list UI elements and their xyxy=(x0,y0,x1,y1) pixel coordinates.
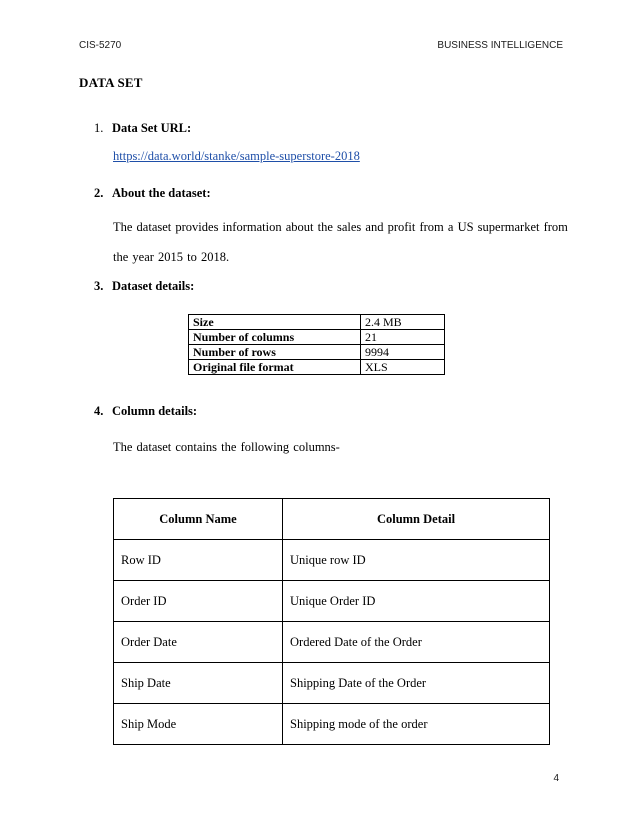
column-name-cell: Ship Mode xyxy=(114,704,283,745)
table-row xyxy=(189,360,445,375)
column-name-cell: Order Date xyxy=(114,622,283,663)
column-details-table xyxy=(113,498,550,745)
table-header-row xyxy=(114,499,550,540)
table-row xyxy=(189,315,445,330)
page-title: DATA SET xyxy=(79,75,143,90)
column-detail-cell: Unique Order ID xyxy=(283,581,550,622)
section-title: About the dataset: xyxy=(112,186,211,200)
dataset-url-link[interactable]: https://data.world/stanke/sample-superstore-2018 xyxy=(113,149,360,163)
details-value: 2.4 MB xyxy=(361,315,445,330)
section-title: Column details: xyxy=(112,404,198,418)
details-key: Number of rows xyxy=(189,345,361,360)
column-detail-cell: Shipping mode of the order xyxy=(283,704,550,745)
page-number: 4 xyxy=(553,773,559,784)
section-title: Data Set URL: xyxy=(112,121,192,135)
details-key: Number of columns xyxy=(189,330,361,345)
column-header-detail: Column Detail xyxy=(283,499,550,540)
column-detail-cell: Ordered Date of the Order xyxy=(283,622,550,663)
details-value: 9994 xyxy=(361,345,445,360)
details-key: Original file format xyxy=(189,360,361,375)
details-key: Size xyxy=(189,315,361,330)
section-heading-url xyxy=(94,121,191,136)
table-row xyxy=(189,330,445,345)
table-row xyxy=(114,622,550,663)
column-name-cell: Ship Date xyxy=(114,663,283,704)
table-row xyxy=(189,345,445,360)
header-subject: BUSINESS INTELLIGENCE xyxy=(437,40,563,51)
columns-intro-text: The dataset contains the following columns- xyxy=(113,440,340,454)
section-title: Dataset details: xyxy=(112,279,195,293)
section-heading-about xyxy=(94,186,211,201)
about-text-line-1: The dataset provides information about the sales and profit from a US supermarket from xyxy=(113,220,568,234)
section-number: 3. xyxy=(94,279,104,293)
table-row xyxy=(114,663,550,704)
column-name-cell: Row ID xyxy=(114,540,283,581)
about-text-line-2: the year 2015 to 2018. xyxy=(113,250,230,264)
header-course-code: CIS-5270 xyxy=(79,40,122,51)
section-heading-details xyxy=(94,279,194,294)
column-name-cell: Order ID xyxy=(114,581,283,622)
table-row xyxy=(114,581,550,622)
section-number: 1. xyxy=(94,121,104,135)
column-detail-cell: Shipping Date of the Order xyxy=(283,663,550,704)
column-detail-cell: Unique row ID xyxy=(283,540,550,581)
details-value: 21 xyxy=(361,330,445,345)
table-row xyxy=(114,704,550,745)
section-number: 4. xyxy=(94,404,104,418)
table-row xyxy=(114,540,550,581)
section-number: 2. xyxy=(94,186,104,200)
column-header-name: Column Name xyxy=(114,499,283,540)
dataset-details-table xyxy=(188,314,445,375)
details-value: XLS xyxy=(361,360,445,375)
section-heading-columns xyxy=(94,404,197,419)
